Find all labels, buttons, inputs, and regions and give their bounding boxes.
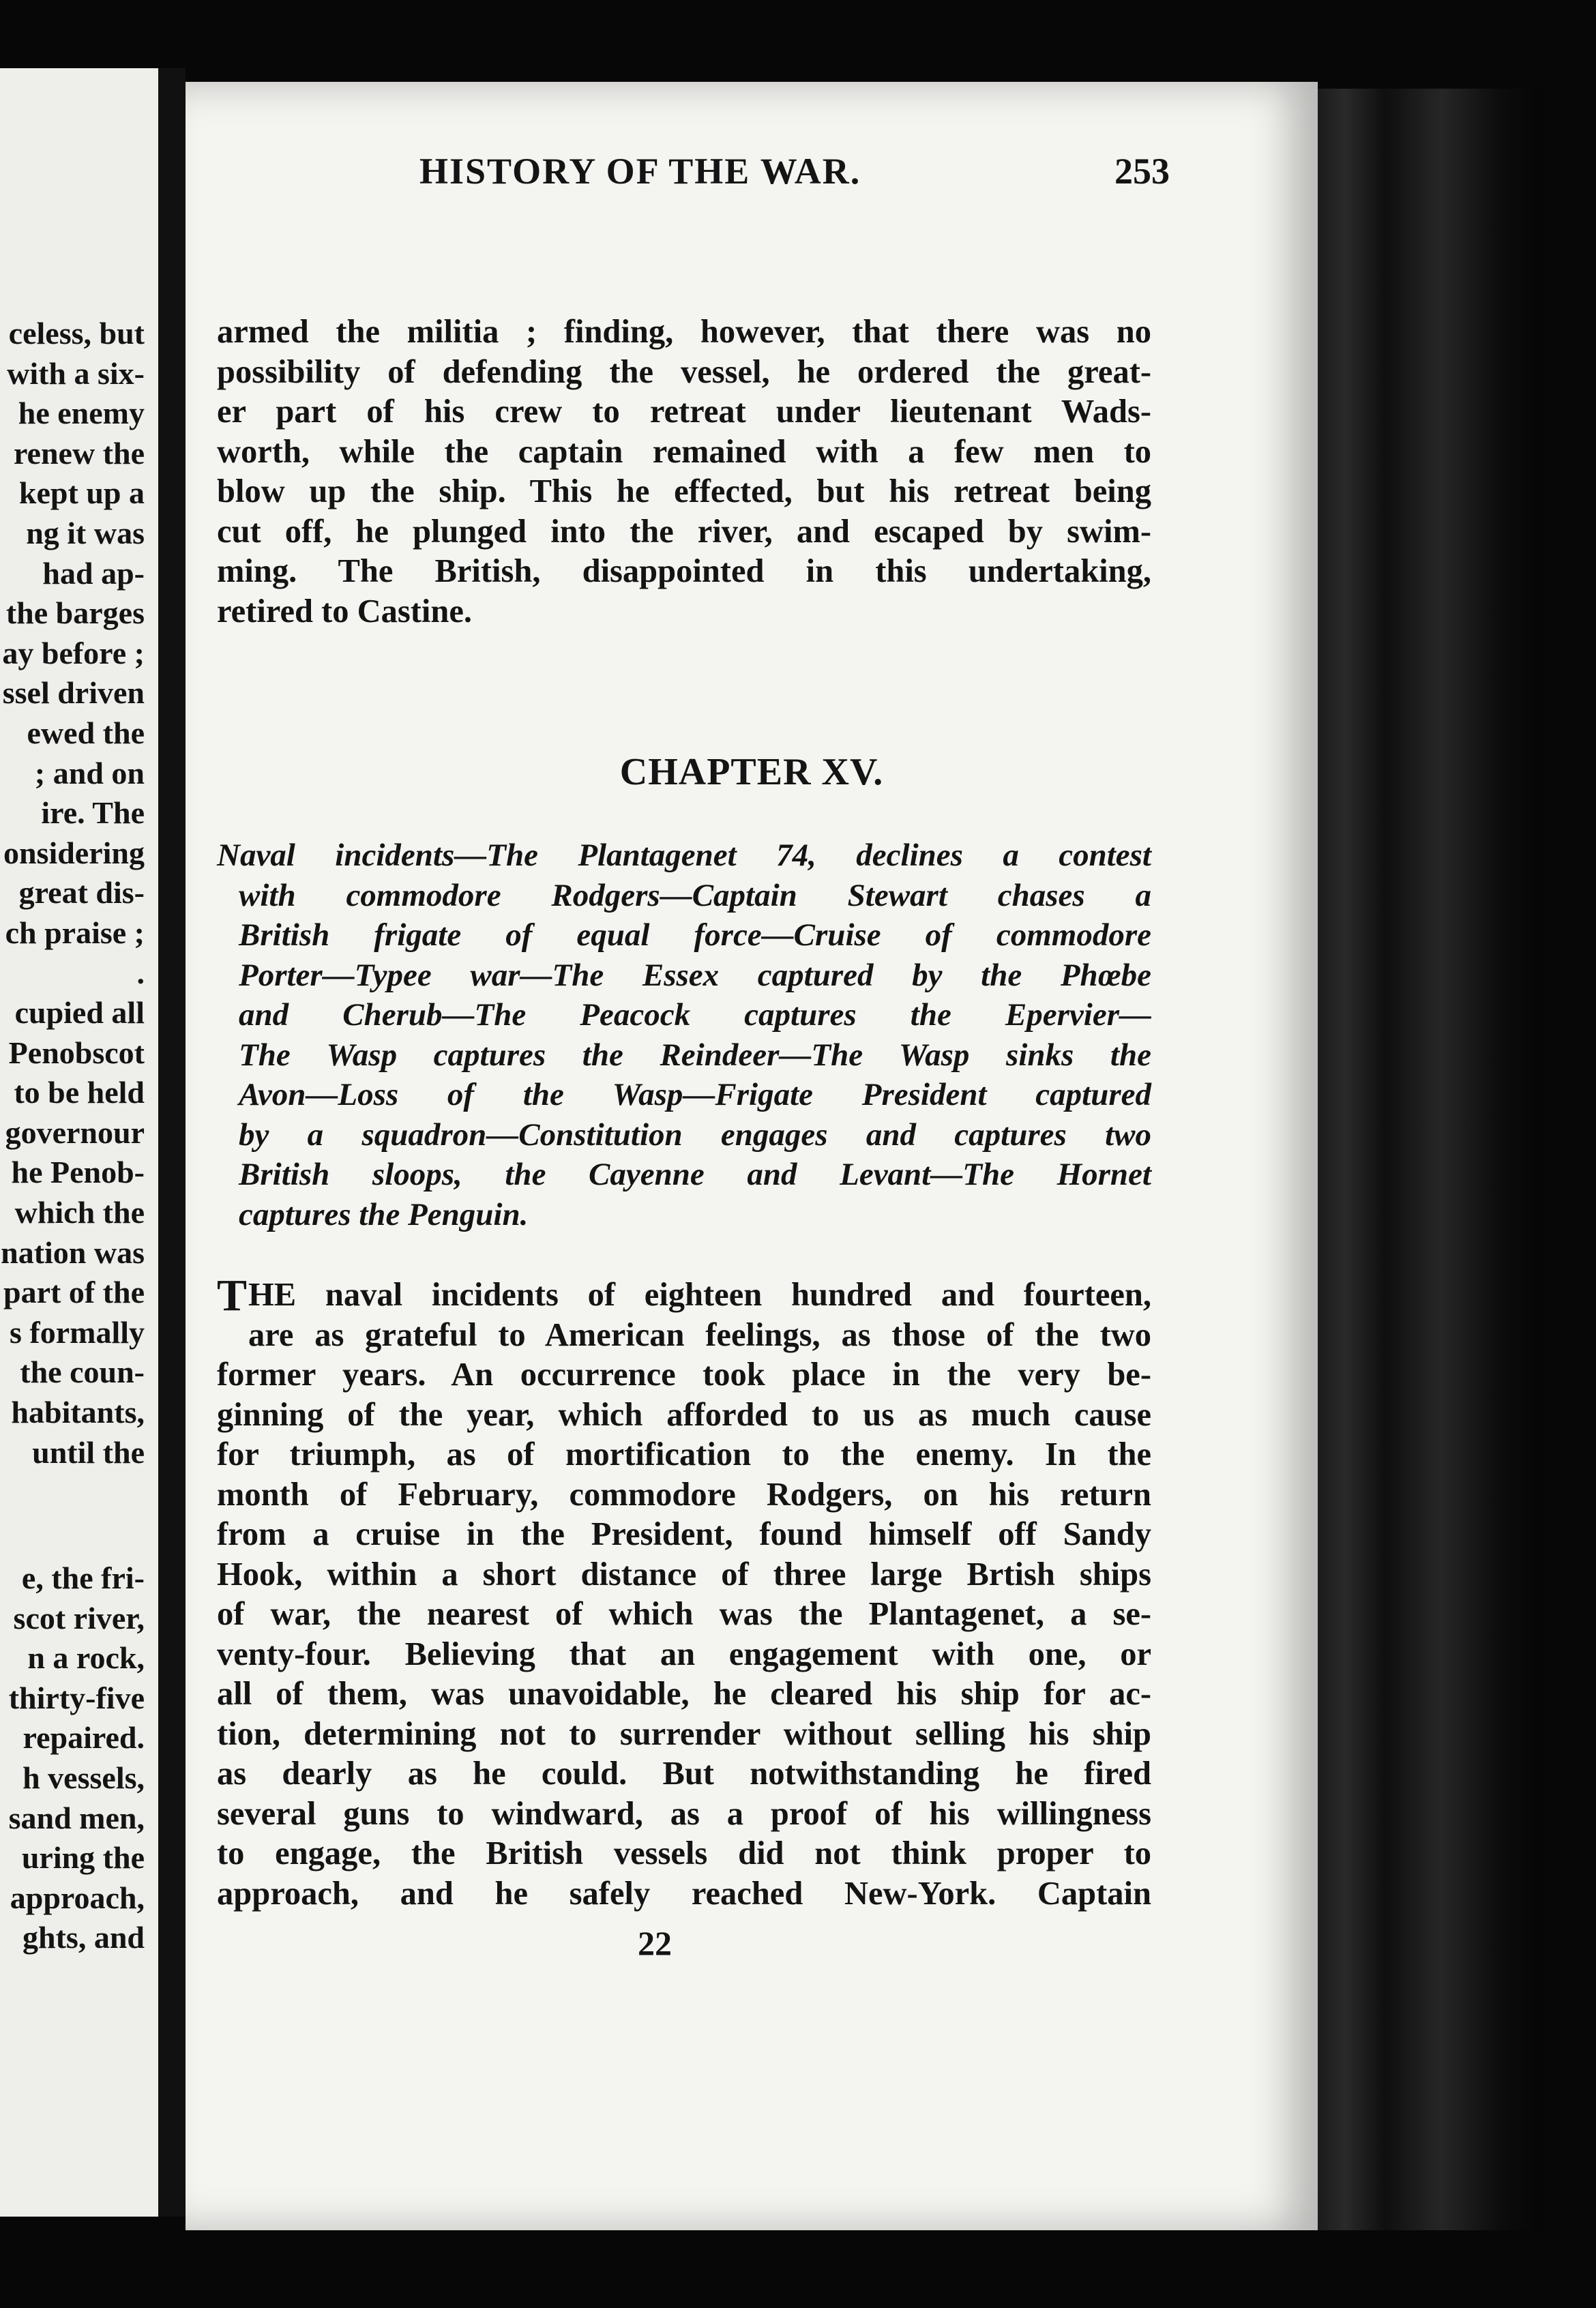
left-page-line: scot river, xyxy=(13,1600,145,1636)
left-page-line: to be held xyxy=(14,1075,145,1110)
left-page-line: ssel driven xyxy=(2,675,145,711)
left-page-line: thirty-five xyxy=(8,1680,145,1715)
body-line: as dearly as he could. But notwithstanding he fired xyxy=(217,1756,1151,1792)
left-page-line: governour xyxy=(5,1114,145,1150)
left-page-line: repaired. xyxy=(23,1720,145,1756)
body-first-line-text: HE naval incidents of eighteen hundred and fourteen, xyxy=(248,1277,1151,1313)
body-line: month of February, commodore Rodgers, on his return xyxy=(217,1476,1151,1513)
left-page-line: uring the xyxy=(21,1840,145,1876)
page-number: 253 xyxy=(1114,151,1170,192)
left-page-line: onsidering xyxy=(3,835,145,870)
left-page-line: renew the xyxy=(13,435,145,471)
left-page xyxy=(0,68,162,2217)
left-page-line: with a six- xyxy=(7,355,145,391)
left-page-line: which the xyxy=(14,1195,145,1230)
left-page-line: ire. The xyxy=(41,795,145,831)
left-page-line: ewed the xyxy=(27,715,145,750)
summary-line: by a squadron—Constitution engages and captures two xyxy=(239,1116,1151,1153)
signature-mark: 22 xyxy=(638,1924,672,1962)
left-page-line: until the xyxy=(32,1434,145,1470)
left-page-line: sand men, xyxy=(8,1800,145,1835)
left-page-line: he Penob- xyxy=(11,1155,145,1190)
left-page-line: great dis- xyxy=(18,875,145,911)
body-line: several guns to windward, as a proof of his willingness xyxy=(217,1795,1151,1832)
left-page-line: approach, xyxy=(10,1880,145,1915)
body-first-line xyxy=(217,1271,1151,1320)
left-page-line: ay before ; xyxy=(2,635,145,670)
left-page-line: habitants, xyxy=(11,1395,145,1430)
chapter-heading: CHAPTER XV. xyxy=(619,751,884,793)
body-line: to engage, the British vessels did not think proper to xyxy=(217,1835,1151,1871)
left-page-line: h vessels, xyxy=(23,1760,145,1795)
left-page-line: part of the xyxy=(3,1275,145,1310)
chapter-body xyxy=(217,1271,1151,1914)
paragraph-line: possibility of defending the vessel, he ordered the great- xyxy=(217,353,1151,390)
body-line: Hook, within a short distance of three large Brtish ships xyxy=(217,1556,1151,1593)
left-page-line: ch praise ; xyxy=(5,915,145,950)
summary-line: Avon—Loss of the Wasp—Frigate President captured xyxy=(239,1077,1151,1112)
paragraph-line: cut off, he plunged into the river, and escaped by swim- xyxy=(217,513,1151,550)
summary-line: captures the Penguin. xyxy=(239,1196,529,1232)
body-line: venty-four. Believing that an engagement with one, or xyxy=(217,1636,1151,1672)
paragraph-line: armed the militia ; finding, however, that there was no xyxy=(217,314,1151,350)
left-page-line: s formally xyxy=(9,1314,145,1350)
body-line: ginning of the year, which afforded to us as much cause xyxy=(217,1396,1151,1433)
left-page-line: had ap- xyxy=(42,555,145,591)
summary-line: Naval incidents—The Plantagenet 74, declines a contest xyxy=(217,838,1151,873)
body-line: tion, determining not to surrender without selling his ship xyxy=(217,1715,1151,1752)
left-page-line: celess, but xyxy=(8,316,145,351)
left-page-line: ghts, and xyxy=(23,1920,145,1955)
body-line: all of them, was unavoidable, he cleared his ship for ac- xyxy=(217,1676,1151,1712)
summary-line: with commodore Rodgers—Captain Stewart chases a xyxy=(239,877,1151,913)
left-page-line: n a rock, xyxy=(27,1640,145,1676)
left-page-line: e, the fri- xyxy=(21,1560,145,1595)
left-page-line: the barges xyxy=(5,595,145,631)
summary-line: British sloops, the Cayenne and Levant—The Hornet xyxy=(239,1157,1151,1192)
left-page-text-top xyxy=(0,314,145,1473)
left-page-line: cupied all xyxy=(14,995,145,1031)
left-page-line: nation was xyxy=(1,1234,145,1270)
paragraph-line: worth, while the captain remained with a few men to xyxy=(217,433,1151,470)
left-page-line: . xyxy=(136,955,145,990)
summary-line: and Cherub—The Peacock captures the Epervier— xyxy=(239,997,1151,1033)
body-line: former years. An occurrence took place in the very be- xyxy=(217,1357,1151,1393)
body-line: from a cruise in the President, found himself off Sandy xyxy=(217,1516,1151,1552)
book-spine xyxy=(158,68,186,2217)
running-title: HISTORY OF THE WAR. xyxy=(419,151,861,192)
page-edge xyxy=(1318,89,1543,2230)
body-line: for triumph, as of mortification to the enemy. In the xyxy=(217,1436,1151,1473)
body-line: approach, and he safely reached New-York. Captain xyxy=(217,1875,1151,1912)
drop-cap: T xyxy=(217,1271,248,1320)
left-page-line: ng it was xyxy=(26,515,145,550)
paragraph-line: retired to Castine. xyxy=(217,593,473,630)
summary-line: The Wasp captures the Reindeer—The Wasp sinks the xyxy=(239,1037,1151,1073)
paragraph-line: er part of his crew to retreat under lieutenant Wads- xyxy=(217,394,1151,430)
paragraph-line: blow up the ship. This he effected, but his retreat being xyxy=(217,473,1151,509)
body-line: are as grateful to American feelings, as those of the two xyxy=(248,1316,1151,1353)
paragraph-continued xyxy=(217,312,1151,632)
left-page-line: Penobscot xyxy=(8,1035,145,1070)
chapter-summary xyxy=(217,835,1151,1234)
left-page-line: the coun- xyxy=(20,1355,145,1390)
paragraph-line: ming. The British, disappointed in this undertaking, xyxy=(217,553,1151,589)
left-page-text-bottom xyxy=(0,1558,145,1958)
running-head xyxy=(232,150,1170,198)
left-page-line: kept up a xyxy=(18,475,145,511)
summary-line: British frigate of equal force—Cruise of commodore xyxy=(239,917,1151,953)
summary-line: Porter—Typee war—The Essex captured by the Phœbe xyxy=(239,957,1151,993)
left-page-line: he enemy xyxy=(18,396,145,431)
body-line: of war, the nearest of which was the Plantagenet, a se- xyxy=(217,1596,1151,1632)
left-page-line: ; and on xyxy=(34,755,145,790)
